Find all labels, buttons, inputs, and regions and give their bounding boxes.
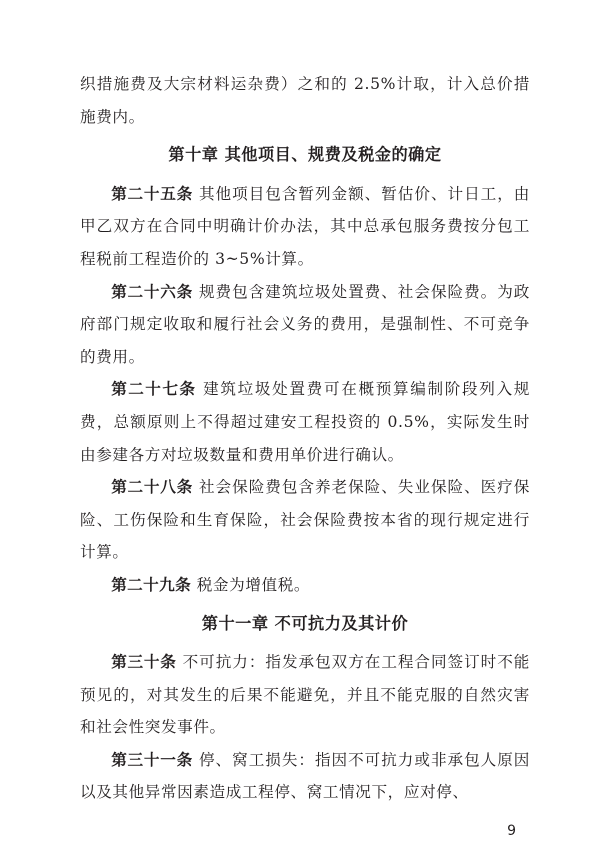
- article-text: 规费包含建筑垃圾处置费、社会保险费。为政府部门规定收取和履行社会义务的费用，是强制性、不可竞争的费用。: [80, 282, 530, 366]
- article-text: 不可抗力：指发承包双方在工程合同签订时不能预见的，对其发生的后果不能避免，并且不能克服的自然灾害和社会性突发事件。: [80, 653, 530, 737]
- article-number: 第二十八条: [111, 478, 194, 497]
- article-25: [80, 178, 530, 276]
- article-number: 第三十条: [111, 653, 177, 672]
- article-text: 停、窝工损失：指因不可抗力或非承包人原因以及其他异常因素造成工程停、窝工情况下，应对停、: [80, 750, 530, 802]
- article-28: [80, 471, 530, 569]
- document-body: [80, 68, 530, 809]
- article-text: 税金为增值税。: [196, 575, 311, 594]
- article-text: 社会保险费包含养老保险、失业保险、医疗保险、工伤保险和生育保险，社会保险费按本省的现行规定进行计算。: [80, 478, 530, 562]
- article-number: 第二十七条: [111, 380, 197, 399]
- chapter-10-title: 第十章 其他项目、规费及税金的确定: [168, 145, 442, 165]
- article-number: 第二十九条: [111, 575, 192, 594]
- article-text: 建筑垃圾处置费可在概预算编制阶段列入规费，总额原则上不得超过建安工程投资的 0.5%，实际发生时由参建各方对垃圾数量和费用单价进行确认。: [80, 380, 530, 464]
- article-29: [80, 569, 530, 602]
- article-26: [80, 276, 530, 374]
- page-number: 9: [507, 823, 516, 839]
- chapter-11-title: 第十一章 不可抗力及其计价: [201, 613, 409, 633]
- article-30: [80, 646, 530, 744]
- article-27: [80, 373, 530, 471]
- article-31: [80, 744, 530, 809]
- article-number: 第二十六条: [111, 282, 194, 301]
- article-number: 第三十一条: [111, 750, 194, 769]
- continuation-paragraph: 织措施费及大宗材料运杂费）之和的 2.5%计取，计入总价措施费内。: [80, 75, 530, 126]
- article-number: 第二十五条: [111, 184, 194, 203]
- article-text: 其他项目包含暂列金额、暂估价、计日工，由甲乙双方在合同中明确计价办法，其中总承包服务费按分包工程税前工程造价的 3~5%计算。: [80, 184, 530, 268]
